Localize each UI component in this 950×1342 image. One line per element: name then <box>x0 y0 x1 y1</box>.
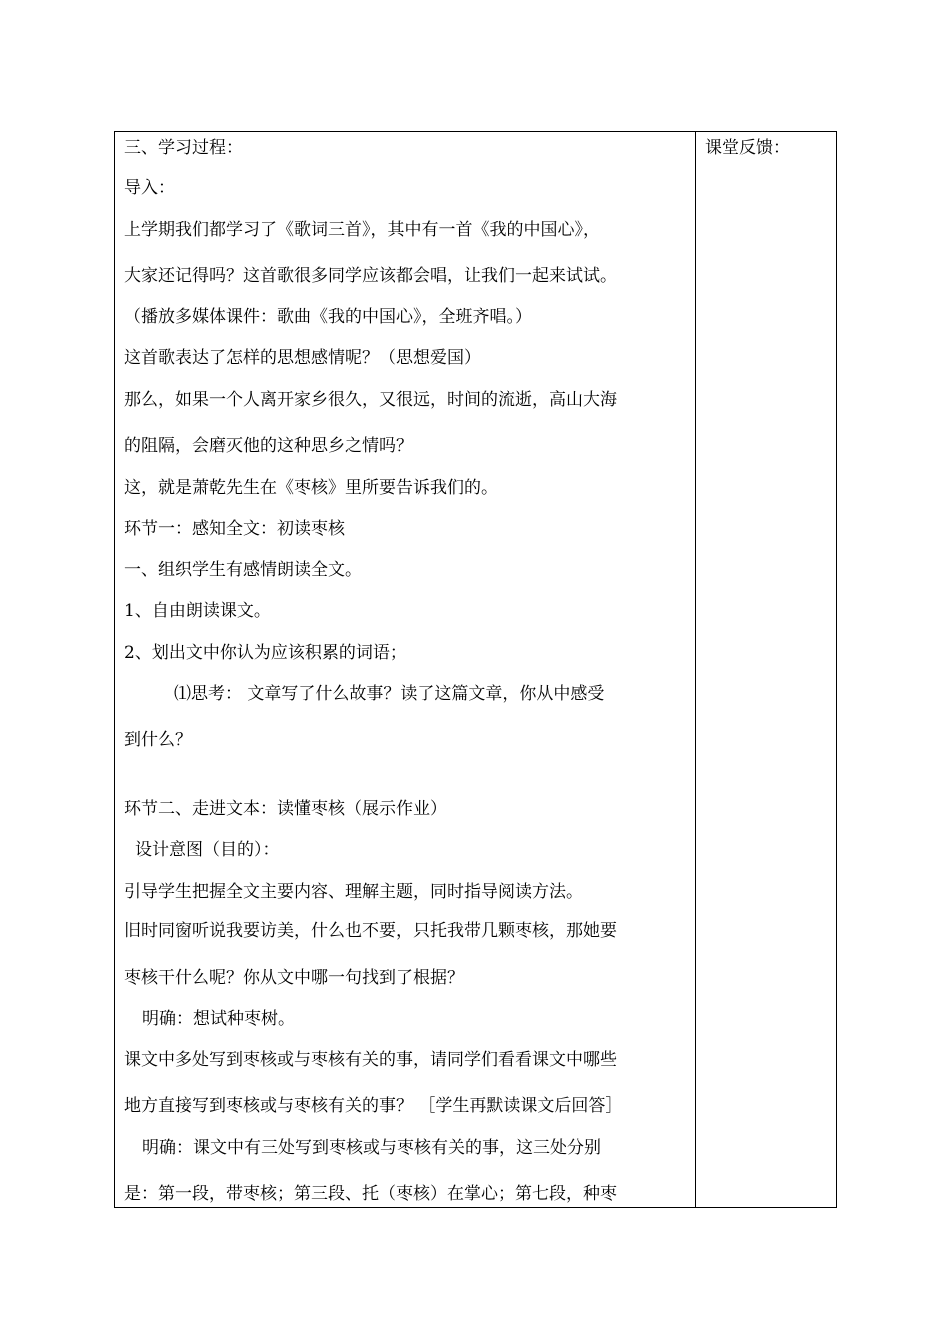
text-line: 旧时同窗听说我要访美，什么也不要，只托我带几颗枣核，那她要 <box>124 921 617 941</box>
section-heading: 环节二、走进文本：读懂枣核（展示作业） <box>124 799 447 819</box>
text-line: 是：第一段，带枣核；第三段、托（枣核）在掌心；第七段，种枣 <box>124 1184 617 1204</box>
text-line: （播放多媒体课件：歌曲《我的中国心》，全班齐唱。） <box>124 307 532 327</box>
text-line: 2、划出文中你认为应该积累的词语； <box>124 643 407 663</box>
text-line: ⑴思考： 文章写了什么故事？读了这篇文章，你从中感受 <box>174 684 605 704</box>
text-line: 大家还记得吗？这首歌很多同学应该都会唱，让我们一起来试试。 <box>124 266 617 286</box>
text-line: 枣核干什么呢？你从文中哪一句找到了根据？ <box>124 968 464 988</box>
text-line: 明确：想试种枣树。 <box>142 1009 295 1029</box>
text-line: 设计意图（目的）： <box>135 840 280 860</box>
text-line: 课文中多处写到枣核或与枣核有关的事，请同学们看看课文中哪些 <box>124 1050 617 1070</box>
feedback-label: 课堂反馈： <box>705 138 790 158</box>
lesson-table <box>114 131 837 1208</box>
text-line: 引导学生把握全文主要内容、理解主题，同时指导阅读方法。 <box>124 882 583 902</box>
text-line: 导入： <box>124 178 175 198</box>
text-line: 1、自由朗读课文。 <box>124 601 271 621</box>
section-heading: 环节一：感知全文：初读枣核 <box>124 519 345 539</box>
text-line: 那么，如果一个人离开家乡很久，又很远，时间的流逝，高山大海 <box>124 390 617 410</box>
text-line: 三、学习过程： <box>124 138 243 158</box>
text-line: 这首歌表达了怎样的思想感情呢？（思想爱国） <box>124 348 481 368</box>
text-line: 明确：课文中有三处写到枣核或与枣核有关的事，这三处分别 <box>142 1138 601 1158</box>
text-line: 的阻隔，会磨灭他的这种思乡之情吗？ <box>124 436 413 456</box>
column-divider <box>695 132 696 1207</box>
text-line: 地方直接写到枣核或与枣核有关的事？ ［学生再默读课文后回答］ <box>124 1096 623 1116</box>
text-line: 上学期我们都学习了《歌词三首》，其中有一首《我的中国心》， <box>124 220 600 240</box>
text-line: 这，就是萧乾先生在《枣核》里所要告诉我们的。 <box>124 478 498 498</box>
text-line: 到什么？ <box>124 730 192 750</box>
text-line: 一、组织学生有感情朗读全文。 <box>124 560 362 580</box>
